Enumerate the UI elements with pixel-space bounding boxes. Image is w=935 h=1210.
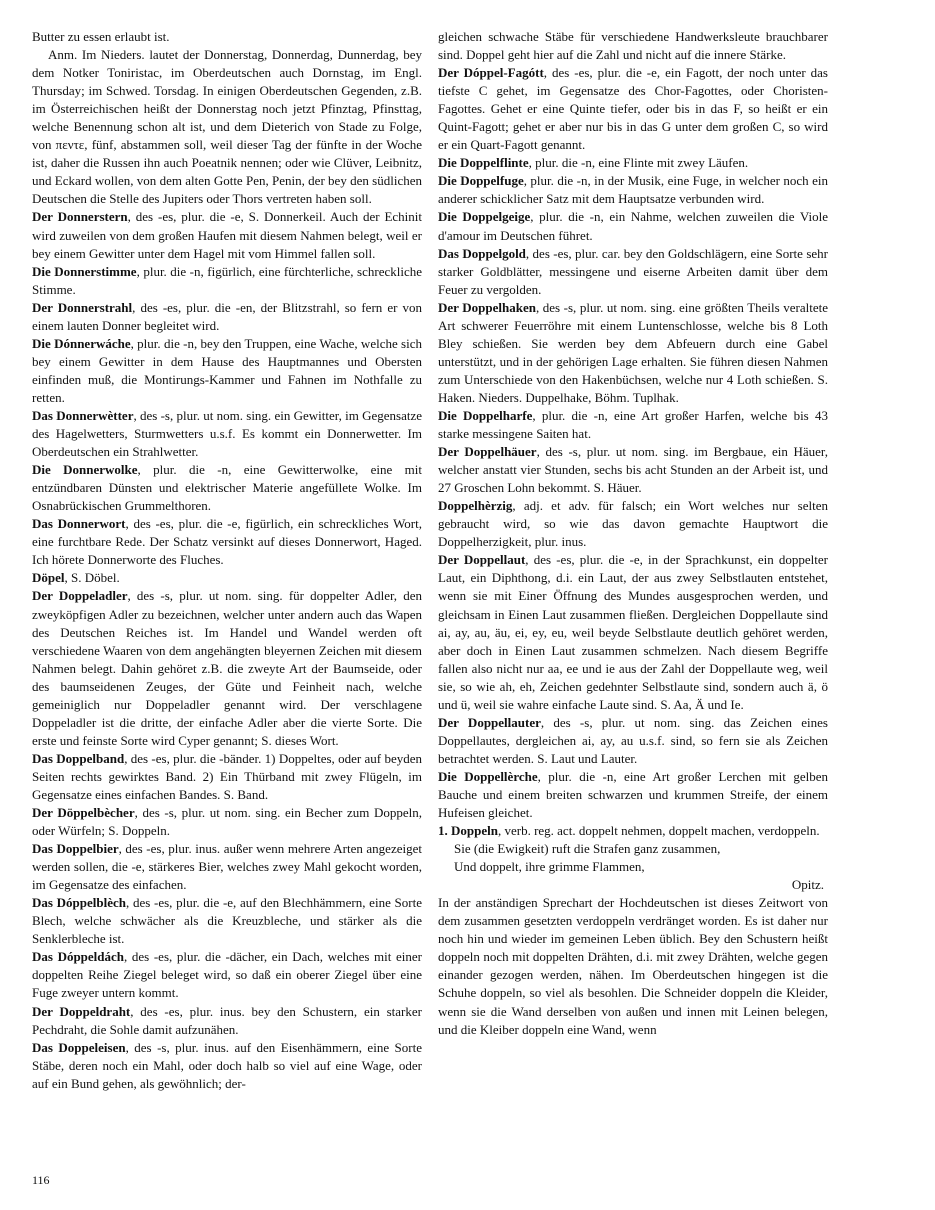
- entry-headword: Die Doppelflinte: [438, 155, 529, 171]
- entry-text: , des -es, plur. die -e, S. Donnerkeil. Auch der Echinit wird zuweilen von dem großen Haufen mit diesem Nahmen belegt, weil er bey einem Gewitter unter dem Hagel mit vom Himmel fallen soll.: [32, 209, 422, 261]
- entry-text: , des -es, plur. die -e, figürlich, ein schreckliches Wort, eine furchtbare Rede. Der Schatz versinkt auf dieses Donnerwort, Haged. Ich hörete Donnerworte des Fluches.: [32, 516, 422, 568]
- entry-headword: Die Doppellèrche: [438, 768, 538, 784]
- entry-text: , plur. die -n, in der Musik, eine Fuge, in welcher noch ein anderer schicklicher Satz mit dem Hauptsatze verbunden wird.: [438, 173, 828, 207]
- dictionary-entry: [438, 154, 828, 172]
- dictionary-entry: [438, 497, 828, 551]
- entry-text: , plur. die -n, eine Art großer Lerchen mit gelben Bauche und einem breiten schwarzen und krummen Streife, der einem Hufeisen gleichet.: [438, 768, 828, 821]
- entry-headword: Der Doppeladler: [32, 588, 128, 604]
- entry-headword: Die Doppelharfe: [438, 407, 533, 423]
- entry-headword: Döpel: [32, 570, 65, 586]
- verse-line: [438, 840, 828, 858]
- entry-text: , des -es, plur. car. bey den Goldschlägern, eine Sorte sehr starker Goldblätter, messingene und eiserne Arbeiten damit über dem Feuer zu vergolden.: [438, 245, 828, 297]
- dictionary-entry: [32, 407, 422, 461]
- entry-text: , plur. die -n, eine Art großer Harfen, welche bis 43 starke messingene Saiten hat.: [438, 407, 828, 442]
- dictionary-entry: [438, 407, 828, 443]
- dictionary-entry: [32, 569, 422, 587]
- entry-text: , des -s, plur. ut nom. sing. ein Becher zum Doppeln, oder Würfeln; S. Doppeln.: [32, 805, 422, 839]
- dictionary-entry: [32, 515, 422, 569]
- entry-text: gleichen schwache Stäbe für verschiedene Handwerksleute brauchbarer sind. Doppel geht hier auf die Zahl und nicht auf die innere Stärke.: [438, 29, 828, 63]
- entry-headword: Die Donnerwolke: [32, 462, 138, 478]
- entry-text: Sie (die Ewigkeit) ruft die Strafen ganz zusammen,: [454, 841, 721, 857]
- dictionary-entry: [32, 587, 422, 749]
- dictionary-entry: [32, 840, 422, 894]
- dictionary-entry: [32, 335, 422, 407]
- dictionary-entry: [32, 208, 422, 262]
- quote-author: [438, 876, 828, 894]
- entry-paragraph: [438, 894, 828, 1038]
- dictionary-entry: [438, 245, 828, 299]
- entry-text: , plur. die -n, figürlich, eine fürchterliche, schreckliche Stimme.: [32, 263, 423, 297]
- entry-text: , des -es, plur. die -e, in der Sprachkunst, ein doppelter Laut, ein Diphthong, d.i. ein Laut, der aus zwey Selbstlauten entstehet, wenn sie mit Einer Öffnung des Mundes ausgesprochen werden, und gleichsam in Einen Laut zusammen fließen. Dergleichen Doppellaute sind ai, ay, au, äu, ei, ey, eu, weil beyde Selbstlaute deutlich gehöret werden, aber doch in Einen Laut zusammen schmelzen. Nach diesem Begriffe fallen also nicht nur aa, ee und ie aus der Zahl der Doppellaute weg, weil sie, so wie ah, eh, Zeichen gedehnter Selbstlaute sind, sondern auch ä, ö und ü, weil sie wahre einfache Laute sind. S. Aa, Ä und Ie.: [438, 552, 828, 712]
- entry-headword: Das Dóppelblèch: [32, 895, 127, 911]
- entry-text: Butter zu essen erlaubt ist.: [32, 29, 170, 44]
- entry-text: , des -s, plur. ut nom. sing. ein Gewitter, im Gegensatze des Hagelwetters, Sturmwetters u.s.f. Es kommt ein Donnerwetter. Im Oberdeutschen ein Strahlwetter.: [32, 407, 422, 460]
- entry-text: , plur. die -n, bey den Truppen, eine Wache, welche sich bey einem Gewitter in dem Hause des Hauptmannes und Obersten einfinden muß, die Montirungs-Kammer und Fahnen im Nothfalle zu retten.: [32, 335, 422, 405]
- entry-headword: 1. Doppeln: [438, 823, 498, 839]
- entry-paragraph: [32, 46, 422, 208]
- dictionary-entry: [438, 768, 828, 822]
- entry-text: , des -s, plur. inus. auf den Eisenhämmern, eine Sorte Stäbe, deren noch ein Mahl, oder doch halb so viel auf eine Wage, oder auf ein Bund gehen, als gewöhnlich; der-: [32, 1039, 422, 1091]
- page-number: 116: [32, 1173, 50, 1187]
- entry-text: , des -s, plur. ut nom. sing. im Bergbaue, ein Häuer, welcher anstatt vier Stunden, sechs bis acht Stunden an der Arbeit ist, und 27 Groschen Lohn bekommt. S. Häuer.: [438, 444, 828, 496]
- dictionary-entry: [438, 299, 828, 407]
- entry-text: , des -es, plur. die -bänder. 1) Doppeltes, oder auf beyden Seiten rechts gewirktes Band. 2) Ein Thürband mit zwey Flügeln, im Gegensatze eines einfachen Bandes. S. Band.: [32, 750, 422, 802]
- entry-text: Opitz.: [791, 877, 824, 893]
- entry-text: Anm. Im Nieders. lautet der Donnerstag, Donnerdag, Dunnerdag, bey dem Notker Toniristac, im Oberdeutschen auch Dornstag, im Engl. Thursday; im Schwed. Torsdag. In einigen Oberdeutschen Gegenden, z.B. im Österreichischen heißt der Donnerstag noch jetzt Pfinztag, Pfinsttag, welche Benennung schon alt ist, und dem Dieterich von Stade zu Folge, von πεντε, fünf, abstammen soll, weil dieser Tag der fünfte in der Woche ist, daher die Russen ihn auch Poeatnik nennen; oder wie Clüver, Leibnitz, und Eckard wollen, von dem alten Gotte Pen, Penin, der bey den südlichen Deutschen die Stelle des Jupiters oder Thors vertreten haben soll.: [32, 47, 422, 207]
- entry-headword: Das Doppelband: [32, 750, 125, 766]
- entry-text: Und doppelt, ihre grimme Flammen,: [454, 859, 645, 875]
- entry-text: , adj. et adv. für falsch; ein Wort welches nur selten gebraucht wird, so wie das davon gemachte Hauptwort die Doppelherzigkeit, plur. inus.: [438, 498, 828, 550]
- entry-text: , S. Döbel.: [64, 570, 120, 586]
- dictionary-entry: [32, 894, 422, 948]
- entry-headword: Der Doppelhaken: [438, 299, 536, 315]
- entry-text: , des -s, plur. ut nom. sing. das Zeichen eines Doppellautes, dergleichen ai, ay, au u.s.f. sind, so fern sie als Zeichen betrachtet werden. S. Laut und Lauter.: [438, 714, 828, 766]
- dictionary-entry: [438, 172, 828, 208]
- entry-paragraph: [32, 28, 422, 46]
- entry-paragraph: [438, 28, 828, 64]
- dictionary-entry: [32, 948, 422, 1002]
- entry-text: , des -es, plur. inus. bey den Schustern, ein starker Pechdraht, die Sohle damit aufzunähen.: [32, 1003, 422, 1037]
- entry-headword: Der Döppelbècher: [32, 805, 135, 821]
- entry-headword: Die Doppelfuge: [438, 173, 524, 189]
- dictionary-entry: [438, 714, 828, 768]
- dictionary-entry: [32, 750, 422, 804]
- entry-headword: Das Doppelbier: [32, 841, 119, 857]
- dictionary-entry: [32, 263, 422, 299]
- entry-headword: Die Doppelgeige: [438, 209, 531, 225]
- entry-text: , plur. die -n, ein Nahme, welchen zuweilen die Viole d'amour im Deutschen führet.: [438, 209, 829, 243]
- entry-headword: Die Dónnerwáche: [32, 335, 131, 351]
- entry-headword: Der Donnerstern: [32, 209, 128, 225]
- entry-headword: Das Doppeleisen: [32, 1039, 126, 1055]
- right-column: [438, 28, 828, 1039]
- entry-text: , des -es, plur. die -e, ein Fagott, der noch unter das tiefste C gehet, im Gegensatze des Chor-Fagottes, oder Choristen-Fagottes. Gehet er eine Quinte tiefer, oder bis in das F, so heißt er ein Quint-Fagott; gehet er aber nur bis in das G unter dem großen C, so wird er ein Quart-Fagott genannt.: [438, 65, 828, 153]
- dictionary-entry: [32, 461, 422, 515]
- dictionary-entry: [438, 551, 828, 713]
- dictionary-entry: [32, 804, 422, 840]
- entry-headword: Der Doppeldraht: [32, 1003, 131, 1019]
- entry-headword: Das Dóppeldách: [32, 949, 125, 965]
- entry-text: , des -s, plur. ut nom. sing. eine größten Theils veraltete Art schwerer Feuerröhre mit einem Luntenschlosse, welche bis 8 Loth Bley schießen. Sie werden bey dem Abfeuern durch eine Gabel unterstützt, und in der gehörigen Lage erhalten. Sie führen diesen Nahmen zum Unterschiede von den Hakenbüchsen, welche nur 4 Loth schießen. S. Haken. Nieders. Duppelhake, Böhm. Tuplhak.: [438, 299, 829, 405]
- verse-line: [438, 858, 828, 876]
- left-column: [32, 28, 422, 1093]
- entry-headword: Das Donnerwètter: [32, 407, 134, 423]
- dictionary-entry: [32, 1003, 422, 1039]
- entry-headword: Das Doppelgold: [438, 245, 526, 261]
- dictionary-entry: [438, 64, 828, 154]
- entry-text: , plur. die -n, eine Flinte mit zwey Läufen.: [528, 155, 749, 171]
- entry-headword: Doppelhèrzig: [438, 498, 513, 514]
- entry-text: , plur. die -n, eine Gewitterwolke, eine mit entzündbaren Dünsten und elektrischer Materie angefüllete Wolke. Im Osnabrückischen Grummelthoren.: [32, 462, 422, 514]
- entry-text: , des -s, plur. ut nom. sing. für doppelter Adler, den zweyköpfigen Adler zu bezeichnen, welcher unter andern auch das Wapen des Deutschen Reiches ist. Im Handel und Wandel werden oft verschiedene Waaren von dem angehängten bleyernen Zeichen mit diesem Nahmen belegt. Dahin gehöret z.B. die zweyte Art der Baumseide, oder des baumseidenen Zeuges, der Güte und Feinheit nach, welche gemeiniglich nur Doppeladler genannt wird. Der verschlagene Doppeladler ist die dritte, der einfache Adler aber die vierte Sorte. Die erste und feinste Sorte wird Cyper genannt; S. dieses Wort.: [32, 588, 422, 748]
- entry-headword: Die Donnerstimme: [32, 263, 137, 279]
- entry-headword: Der Doppellaut: [438, 552, 526, 568]
- entry-headword: Der Donnerstrahl: [32, 299, 133, 315]
- entry-text: In der anständigen Sprechart der Hochdeutschen ist dieses Zeitwort von dem zusammen gesetzten verdoppeln verdränget worden. Es ist daher nur noch hin und wieder im gemeinen Leben üblich. Bey den Schustern heißt doppeln noch mit doppelten Drähten, d.i. mit zwey Drähten, welche gegen einander gezogen werden, nähen. Im Oberdeutschen hingegen ist die Schuhe doppeln, so viel als besohlen. Die Schneider doppeln die Kleider, wenn sie die Wand derselben von außen und innen mit Leinen belegen, und die Kleiber doppeln eine Wand, wenn: [438, 895, 828, 1037]
- entry-headword: Der Doppelhäuer: [438, 444, 537, 460]
- dictionary-entry: [32, 1039, 422, 1093]
- entry-headword: Das Donnerwort: [32, 516, 126, 532]
- dictionary-entry: [438, 443, 828, 497]
- dictionary-entry: [438, 822, 828, 840]
- entry-headword: Der Doppellauter: [438, 714, 541, 730]
- entry-text: , verb. reg. act. doppelt nehmen, doppelt machen, verdoppeln.: [497, 823, 820, 839]
- dictionary-entry: [32, 299, 422, 335]
- entry-text: , des -es, plur. die -en, der Blitzstrahl, so fern er von einem lauten Donner begleitet wird.: [32, 299, 422, 333]
- entry-text: , des -es, plur. inus. außer wenn mehrere Arten angezeiget werden sollen, die -e, stärkeres Bier, welches zwey Mahl gekocht worden, im Gegensatze des einfachen.: [32, 841, 422, 893]
- entry-text: , des -es, plur. die -e, auf den Blechhämmern, eine Sorte Blech, welche schwächer als die Kreuzbleche, und stärker als die Senklerbleche ist.: [32, 895, 422, 947]
- entry-headword: Der Dóppel-Fagótt: [438, 65, 544, 81]
- dictionary-entry: [438, 208, 828, 244]
- entry-text: , des -es, plur. die -dächer, ein Dach, welches mit einer doppelten Reihe Ziegel beleget wird, so daß ein oberer Ziegel über eine Fuge zweyer untern kommt.: [32, 949, 422, 1001]
